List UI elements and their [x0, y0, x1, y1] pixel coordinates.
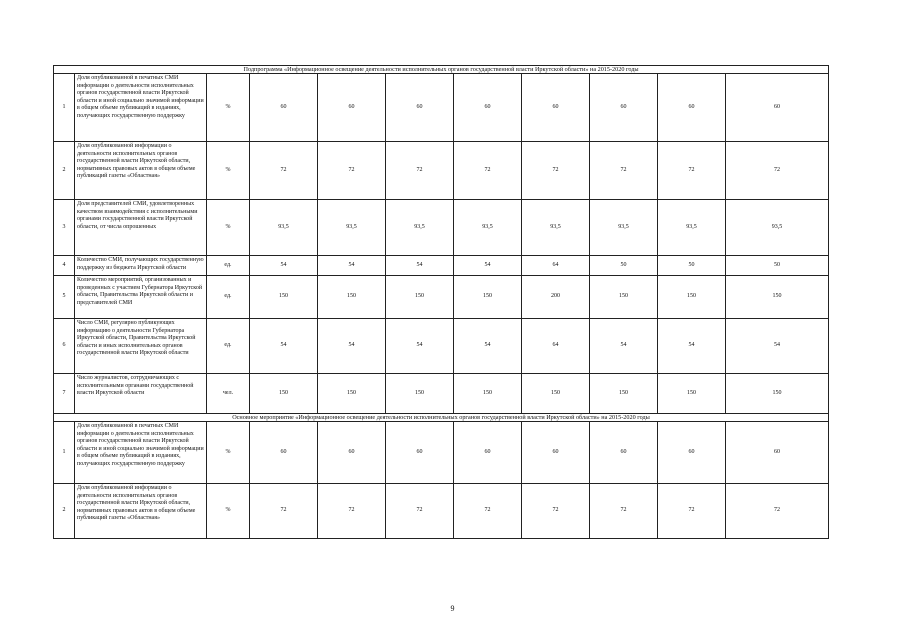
- row-number-cell: 7: [54, 374, 75, 414]
- value-cell: 60: [318, 422, 386, 484]
- unit-cell: ед.: [207, 256, 250, 276]
- value-cell: 60: [386, 74, 454, 142]
- value-cell: 72: [522, 142, 590, 200]
- unit-cell: чел.: [207, 374, 250, 414]
- indicator-name-cell: Доля опубликованной в печатных СМИ информации о деятельности исполнительных органов государственной власти Иркутской области и иной социально значимой информации в общем объеме публикаций в изданиях, получающих государственную поддержку: [75, 422, 207, 484]
- table-row: [54, 319, 829, 374]
- value-cell: 54: [386, 319, 454, 374]
- value-cell: 150: [318, 276, 386, 319]
- table-row: [54, 374, 829, 414]
- value-cell: 72: [590, 142, 658, 200]
- value-cell: 150: [250, 374, 318, 414]
- value-cell: 54: [454, 319, 522, 374]
- value-cell: 150: [590, 276, 658, 319]
- section-header-row: [54, 414, 829, 422]
- value-cell: 150: [386, 276, 454, 319]
- unit-cell: %: [207, 74, 250, 142]
- value-cell: 54: [454, 256, 522, 276]
- table-row: [54, 142, 829, 200]
- table-body: [54, 66, 829, 539]
- value-cell: 54: [726, 319, 829, 374]
- value-cell: 72: [318, 142, 386, 200]
- value-cell: 72: [658, 142, 726, 200]
- value-cell: 72: [386, 142, 454, 200]
- row-number-cell: 3: [54, 200, 75, 256]
- value-cell: 54: [318, 256, 386, 276]
- row-number-cell: 6: [54, 319, 75, 374]
- value-cell: 54: [250, 319, 318, 374]
- value-cell: 93,5: [726, 200, 829, 256]
- unit-cell: %: [207, 200, 250, 256]
- value-cell: 93,5: [522, 200, 590, 256]
- value-cell: 54: [386, 256, 454, 276]
- section-title: Подпрограмма «Информационное освещение деятельности исполнительных органов государственной власти Иркутской области» на 2015-2020 годы: [54, 66, 829, 74]
- value-cell: 60: [522, 422, 590, 484]
- table-row: [54, 422, 829, 484]
- value-cell: 72: [318, 484, 386, 539]
- value-cell: 72: [658, 484, 726, 539]
- row-number-cell: 2: [54, 484, 75, 539]
- value-cell: 72: [250, 484, 318, 539]
- value-cell: 150: [726, 374, 829, 414]
- value-cell: 60: [454, 422, 522, 484]
- value-cell: 60: [250, 422, 318, 484]
- indicator-name-cell: Доля представителей СМИ, удовлетворенных качеством взаимодействия с исполнительными органами государственной власти Иркутской области, от числа опрошенных: [75, 200, 207, 256]
- value-cell: 150: [386, 374, 454, 414]
- table-row: [54, 256, 829, 276]
- value-cell: 150: [658, 374, 726, 414]
- row-number-cell: 5: [54, 276, 75, 319]
- unit-cell: ед.: [207, 276, 250, 319]
- indicators-table: [53, 65, 829, 539]
- indicator-name-cell: Доля опубликованной в печатных СМИ информации о деятельности исполнительных органов государственной власти Иркутской области и иной социально значимой информации в общем объеме публикаций в изданиях, получающих государственную поддержку: [75, 74, 207, 142]
- value-cell: 72: [590, 484, 658, 539]
- value-cell: 60: [250, 74, 318, 142]
- value-cell: 72: [250, 142, 318, 200]
- indicator-name-cell: Доля опубликованной информации о деятельности исполнительных органов государственной власти Иркутской области, нормативных правовых актов в общем объеме публикаций газеты «Областная»: [75, 484, 207, 539]
- value-cell: 50: [590, 256, 658, 276]
- value-cell: 93,5: [318, 200, 386, 256]
- value-cell: 150: [590, 374, 658, 414]
- value-cell: 150: [726, 276, 829, 319]
- row-number-cell: 1: [54, 422, 75, 484]
- row-number-cell: 2: [54, 142, 75, 200]
- section-title: Основное мероприятие «Информационное освещение деятельности исполнительных органов государственной власти Иркутской области» на 2015-2020 годы: [54, 414, 829, 422]
- value-cell: 150: [250, 276, 318, 319]
- value-cell: 150: [318, 374, 386, 414]
- value-cell: 60: [658, 74, 726, 142]
- value-cell: 60: [318, 74, 386, 142]
- value-cell: 60: [522, 74, 590, 142]
- value-cell: 54: [250, 256, 318, 276]
- value-cell: 54: [658, 319, 726, 374]
- value-cell: 60: [726, 74, 829, 142]
- value-cell: 60: [454, 74, 522, 142]
- value-cell: 93,5: [658, 200, 726, 256]
- value-cell: 150: [454, 374, 522, 414]
- value-cell: 72: [726, 484, 829, 539]
- row-number-cell: 1: [54, 74, 75, 142]
- value-cell: 64: [522, 319, 590, 374]
- value-cell: 60: [590, 74, 658, 142]
- table-row: [54, 484, 829, 539]
- unit-cell: %: [207, 422, 250, 484]
- value-cell: 54: [590, 319, 658, 374]
- page-number: 9: [450, 604, 455, 613]
- value-cell: 50: [658, 256, 726, 276]
- value-cell: 72: [386, 484, 454, 539]
- indicator-name-cell: Количество СМИ, получающих государственную поддержку из бюджета Иркутской области: [75, 256, 207, 276]
- table-row: [54, 74, 829, 142]
- table-row: [54, 276, 829, 319]
- indicator-name-cell: Количество мероприятий, организованных и проведенных с участием Губернатора Иркутской области, Правительства Иркутской области и представителей СМИ: [75, 276, 207, 319]
- value-cell: 72: [454, 484, 522, 539]
- value-cell: 54: [318, 319, 386, 374]
- value-cell: 93,5: [250, 200, 318, 256]
- value-cell: 93,5: [590, 200, 658, 256]
- value-cell: 93,5: [454, 200, 522, 256]
- value-cell: 150: [522, 374, 590, 414]
- value-cell: 150: [658, 276, 726, 319]
- value-cell: 60: [658, 422, 726, 484]
- unit-cell: %: [207, 142, 250, 200]
- value-cell: 150: [454, 276, 522, 319]
- value-cell: 93,5: [386, 200, 454, 256]
- table-row: [54, 200, 829, 256]
- value-cell: 60: [726, 422, 829, 484]
- row-number-cell: 4: [54, 256, 75, 276]
- indicator-name-cell: Число СМИ, регулярно публикующих информацию о деятельности Губернатора Иркутской области, Правительства Иркутской области и иных исполнительных органов государственной власти Иркутской области: [75, 319, 207, 374]
- value-cell: 200: [522, 276, 590, 319]
- indicator-name-cell: Доля опубликованной информации о деятельности исполнительных органов государственной власти Иркутской области, нормативных правовых актов в общем объеме публикаций газеты «Областная»: [75, 142, 207, 200]
- value-cell: 60: [386, 422, 454, 484]
- value-cell: 50: [726, 256, 829, 276]
- unit-cell: %: [207, 484, 250, 539]
- value-cell: 60: [590, 422, 658, 484]
- value-cell: 72: [726, 142, 829, 200]
- value-cell: 72: [454, 142, 522, 200]
- unit-cell: ед.: [207, 319, 250, 374]
- indicator-name-cell: Число журналистов, сотрудничающих с исполнительными органами государственной власти Иркутской области: [75, 374, 207, 414]
- value-cell: 72: [522, 484, 590, 539]
- value-cell: 64: [522, 256, 590, 276]
- section-header-row: [54, 66, 829, 74]
